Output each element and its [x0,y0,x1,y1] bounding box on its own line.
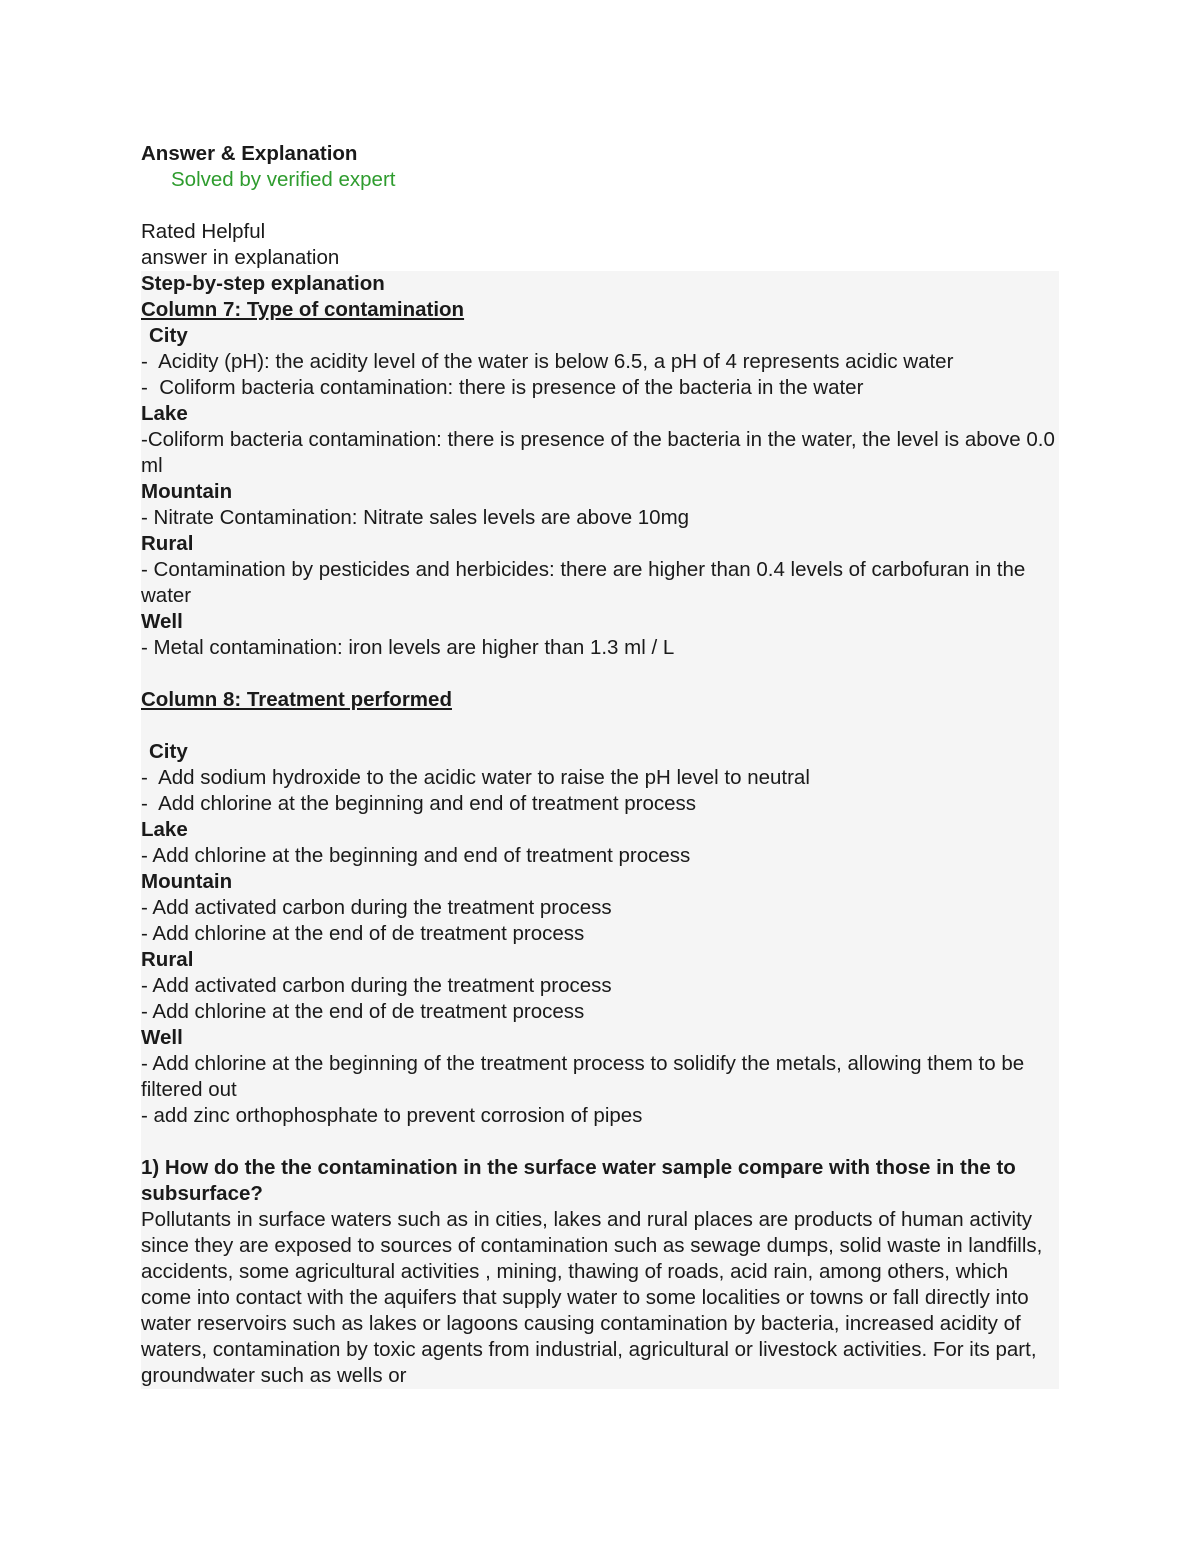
col7-well-label: Well [141,610,183,633]
document-page [141,141,1059,1389]
col8-well-item: - add zinc orthophosphate to prevent corrosion of pipes [141,1104,643,1127]
answer-title: Answer & Explanation [141,142,358,165]
column7-heading: Column 7: Type of contamination [141,298,465,321]
rated-helpful: Rated Helpful [141,220,266,243]
col7-rural-item: - Contamination by pesticides and herbicides: there are higher than 0.4 levels of carbofuran in the water [141,558,1032,607]
col7-lake-item: -Coliform bacteria contamination: there is presence of the bacteria in the water, the level is above 0.0 ml [141,428,1061,477]
answer-summary: answer in explanation [141,246,340,269]
col8-well-item: - Add chlorine at the beginning of the treatment process to solidify the metals, allowing them to be filtered out [141,1052,1030,1101]
col7-well-item: - Metal contamination: iron levels are higher than 1.3 ml / L [141,636,675,659]
col7-city-item: - Acidity (pH): the acidity level of the water is below 6.5, a pH of 4 represents acidic water [141,350,954,373]
col8-city-item: - Add sodium hydroxide to the acidic water to raise the pH level to neutral [141,766,810,789]
col8-lake-item: - Add chlorine at the beginning and end of treatment process [141,844,691,867]
col8-lake-label: Lake [141,818,188,841]
col8-mountain-item: - Add chlorine at the end of de treatment process [141,922,585,945]
explanation-panel [141,271,1059,1389]
question-1: 1) How do the the contamination in the surface water sample compare with those in the to subsurface? [141,1156,1022,1205]
col8-rural-label: Rural [141,948,194,971]
col8-city-item: - Add chlorine at the beginning and end of treatment process [141,792,697,815]
col7-rural-label: Rural [141,532,194,555]
column8-heading: Column 8: Treatment performed [141,688,452,711]
col8-well-label: Well [141,1026,183,1049]
col8-rural-item: - Add chlorine at the end of de treatment process [141,1000,585,1023]
col7-mountain-label: Mountain [141,480,233,503]
verified-badge: Solved by verified expert [171,168,396,191]
explanation-heading: Step-by-step explanation [141,272,385,295]
col8-rural-item: - Add activated carbon during the treatment process [141,974,612,997]
col8-city-label: City [149,740,188,763]
col8-mountain-item: - Add activated carbon during the treatment process [141,896,612,919]
col7-city-item: - Coliform bacteria contamination: there is presence of the bacteria in the water [141,376,864,399]
question-1-answer: Pollutants in surface waters such as in cities, lakes and rural places are products of human activity since they are exposed to sources of contamination such as sewage dumps, solid waste in landfills, accidents, some agricultural activities , mining, thawing of roads, acid rain, among others, which come into contact with the aquifers that supply water to some localities or towns or fall directly into water reservoirs such as lakes or lagoons causing contamination by bacteria, increased acidity of waters, contamination by toxic agents from industrial, agricultural or livestock activities. For its part, groundwater such as wells or [141,1208,1043,1387]
col8-mountain-label: Mountain [141,870,233,893]
col7-mountain-item: - Nitrate Contamination: Nitrate sales levels are above 10mg [141,506,690,529]
col7-city-label: City [149,324,188,347]
col7-lake-label: Lake [141,402,188,425]
